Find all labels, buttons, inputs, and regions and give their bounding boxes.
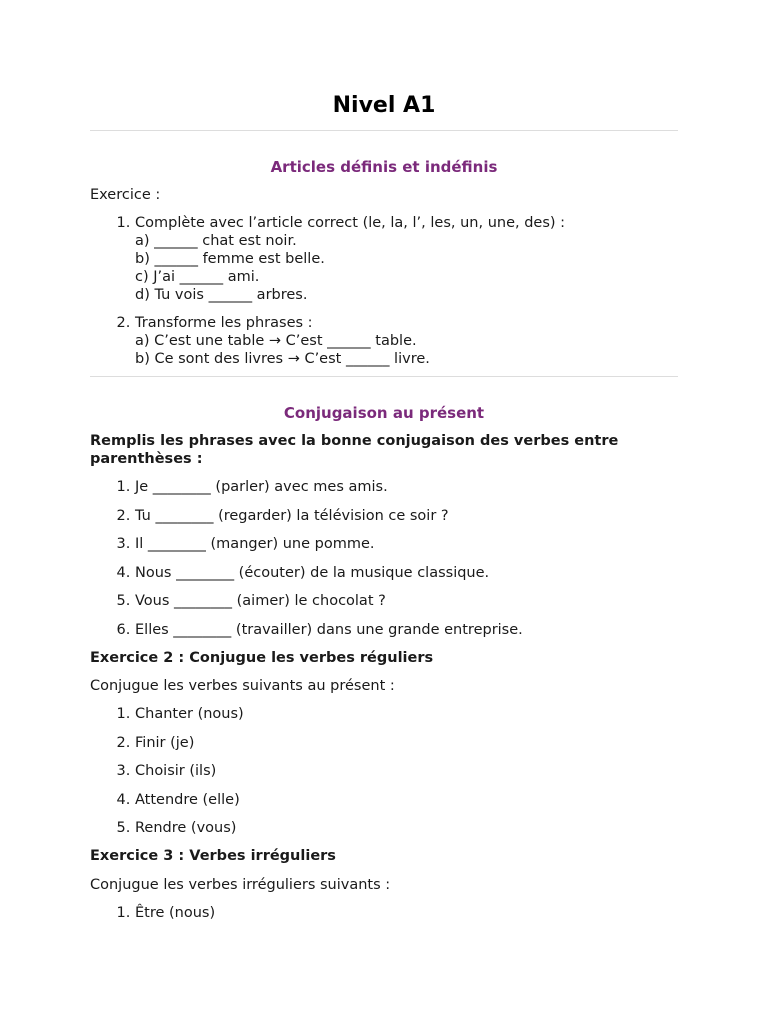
list-item: 1. Être (nous) — [135, 904, 678, 922]
document-page — [90, 0, 678, 922]
list-item: 1. Je ________ (parler) avec mes amis. — [135, 478, 678, 496]
list-item — [135, 314, 678, 368]
sub-item: c) J’ai ______ ami. — [135, 269, 260, 285]
exercise-2-intro: Conjugue les verbes suivants au présent : — [90, 678, 395, 694]
list-item: 2. Tu ________ (regarder) la télévision ce soir ? — [135, 507, 678, 525]
articles-exercise-list — [90, 214, 678, 368]
list-item: 6. Elles ________ (travailler) dans une grande entreprise. — [135, 621, 678, 639]
exercise-label: Exercice : — [90, 187, 161, 203]
exercise-3-list — [90, 904, 678, 922]
list-item: 4. Attendre (elle) — [135, 791, 678, 809]
sub-item: b) ______ femme est belle. — [135, 251, 325, 267]
list-item-text: Transforme les phrases : — [135, 315, 313, 331]
sub-item: a) ______ chat est noir. — [135, 233, 297, 249]
exercise-2-title: Exercice 2 : Conjugue les verbes réguliers — [90, 649, 434, 666]
list-item: 2. Finir (je) — [135, 734, 678, 752]
list-item: 5. Rendre (vous) — [135, 819, 678, 837]
sub-item: a) C’est une table → C’est ______ table. — [135, 333, 417, 349]
list-item — [135, 214, 678, 304]
exercise-3-intro: Conjugue les verbes irréguliers suivants : — [90, 876, 391, 893]
exercise-2-list — [90, 705, 678, 837]
sub-item: b) Ce sont des livres → C’est ______ livre. — [135, 351, 430, 367]
page-title: Nivel A1 — [332, 93, 436, 118]
list-item: 3. Il ________ (manger) une pomme. — [135, 535, 678, 553]
list-item: 1. Chanter (nous) — [135, 705, 678, 723]
sub-item: d) Tu vois ______ arbres. — [135, 287, 308, 303]
list-item: 3. Choisir (ils) — [135, 762, 678, 780]
conjugation-list — [90, 478, 678, 639]
exercise-3-title: Exercice 3 : Verbes irréguliers — [90, 848, 336, 864]
instruction-text: Remplis les phrases avec la bonne conjugaison des verbes entre parenthèses : — [90, 433, 619, 467]
list-item-text: Complète avec l’article correct (le, la, l’, les, un, une, des) : — [135, 215, 566, 231]
divider-top — [90, 130, 678, 131]
divider-middle — [90, 376, 678, 377]
section-heading-conjugaison: Conjugaison au présent — [283, 404, 485, 422]
list-item: 4. Nous ________ (écouter) de la musique classique. — [135, 564, 678, 582]
section-heading-articles: Articles définis et indéfinis — [270, 158, 498, 176]
list-item: 5. Vous ________ (aimer) le chocolat ? — [135, 592, 678, 610]
